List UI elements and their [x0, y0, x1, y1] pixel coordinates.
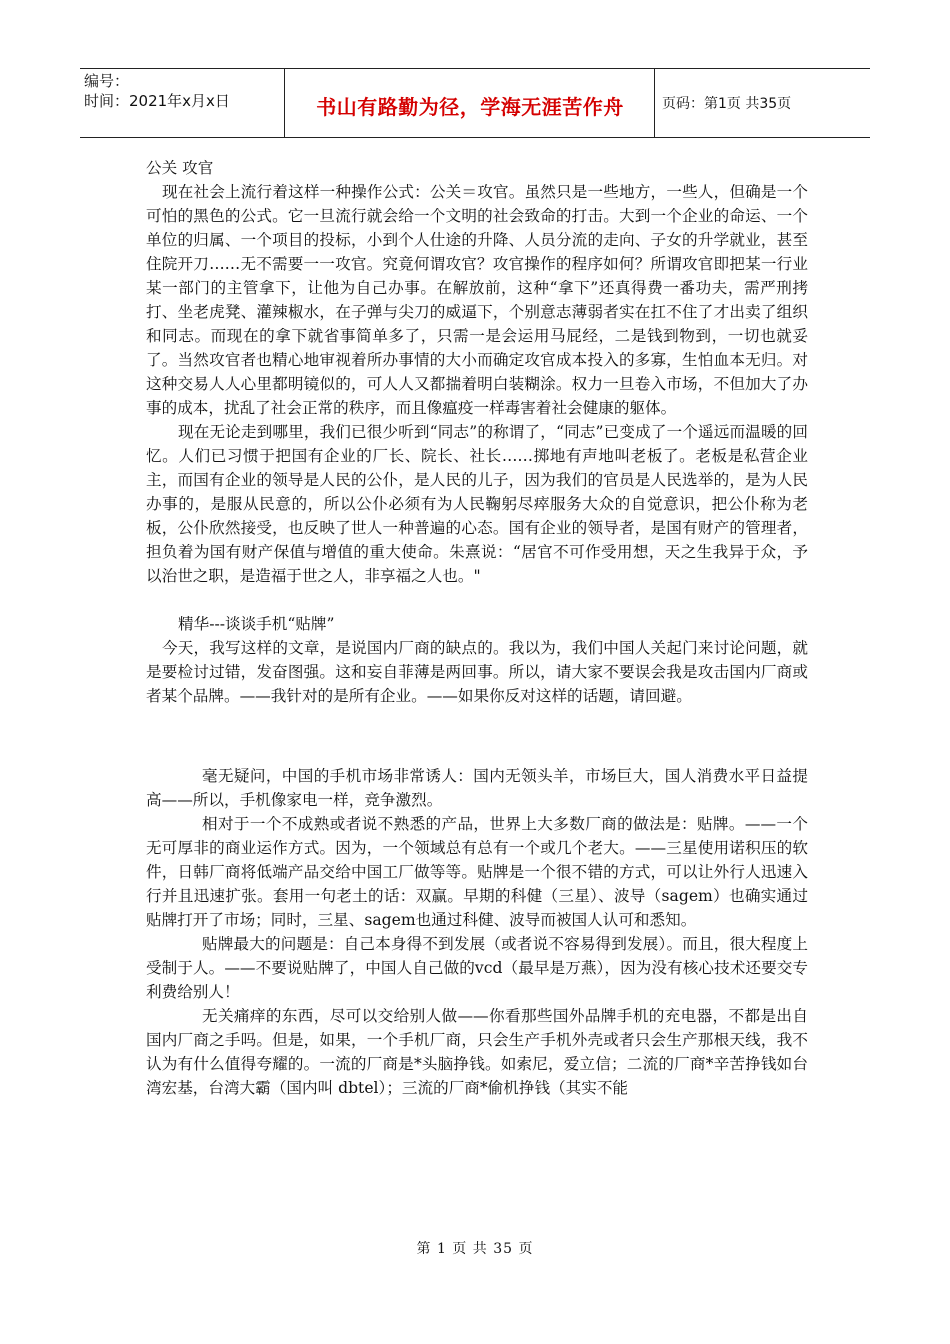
page-footer: 第 1 页 共 35 页	[416, 1241, 534, 1257]
header-divider-left	[284, 69, 285, 137]
paragraph: 现在无论走到哪里，我们已很少听到“同志”的称谓了，“同志”已变成了一个遥远而温暖的回忆。人们已习惯于把国有企业的厂长、院长、社长……掷地有声地叫老板了。老板是私营企业主，而国有企业的领导是人民的公仆，是人民的儿子，因为我们的官员是人民选举的，是为人民办事的，是服从民意的，所以公仆必须有为人民鞠躬尽瘁服务大众的自觉意识，把公仆称为老板，公仆欣然接受，也反映了世人一种普遍的心态。国有企业的领导者，是国有财产的管理者，担负着为国有财产保值与增值的重大使命。朱熹说：“居官不可作受用想，天之生我异于众，予以治世之职，是造福于世之人，非享福之人也。"	[146, 423, 808, 585]
paragraph: 相对于一个不成熟或者说不熟悉的产品，世界上大多数厂商的做法是：贴牌。——一个无可厚非的商业运作方式。因为，一个领域总有总有一个或几个老大。——三星使用诺积压的软件，日韩厂商将低端产品交给中国工厂做等等。贴牌是一个很不错的方式，可以让外行人迅速入行并且迅速扩张。套用一句老土的话：双赢。早期的科健（三星）、波导（sagem）也确实通过贴牌打开了市场；同时，三星、sagem也通过科健、波导而被国人认可和悉知。	[146, 815, 808, 929]
paragraph: 现在社会上流行着这样一种操作公式：公关＝攻官。虽然只是一些地方，一些人，但确是一个可怕的黑色的公式。它一旦流行就会给一个文明的社会致命的打击。大到一个企业的命运、一个单位的归属、一个项目的投标，小到个人仕途的升降、人员分流的走向、子女的升学就业，甚至住院开刀……无不需要一一攻官。究竟何谓攻官？攻官操作的程序如何？所谓攻官即把某一行业某一部门的主管拿下，让他为自己办事。在解放前，这种“拿下”还真得费一番功夫，需严刑拷打、坐老虎凳、灌辣椒水，在子弹与尖刀的威逼下，个别意志薄弱者实在扛不住了才出卖了组织和同志。而现在的拿下就省事简单多了，只需一是会运用马屁经，二是钱到物到，一切也就妥了。当然攻官者也精心地审视着所办事情的大小而确定攻官成本投入的多寡，生怕血本无归。对这种交易人人心里都明镜似的，可人人又都揣着明白装糊涂。权力一旦卷入市场，不但加大了办事的成本，扰乱了社会正常的秩序，而且像瘟疫一样毒害着社会健康的躯体。	[146, 183, 808, 417]
document-date-label: 时间：2021年x月x日	[84, 92, 230, 110]
paragraph: 无关痛痒的东西，尽可以交给别人做——你看那些国外品牌手机的充电器，不都是出自国内厂商之手吗。但是，如果，一个手机厂商，只会生产手机外壳或者只会生产那根天线，我不认为有什么值得夸耀的。一流的厂商是*头脑挣钱。如索尼，爱立信；二流的厂商*辛苦挣钱如台湾宏基，台湾大霸（国内叫 dbtel）；三流的厂商*偷机挣钱（其实不能	[146, 1007, 808, 1097]
header-page-info: 页码：第1页 共35页	[662, 96, 792, 112]
document-body	[146, 156, 808, 1100]
spacer	[146, 588, 808, 612]
paragraph: 今天，我写这样的文章，是说国内厂商的缺点的。我以为，我们中国人关起门来讨论问题，就是要检讨过错，发奋图强。这和妄自菲薄是两回事。所以，请大家不要误会我是攻击国内厂商或者某个品牌。——我针对的是所有企业。——如果你反对这样的话题，请回避。	[146, 639, 808, 705]
header-meta	[84, 71, 284, 111]
document-number-label: 编号：	[84, 72, 130, 90]
paragraph: 贴牌最大的问题是：自己本身得不到发展（或者说不容易得到发展）。而且，很大程度上受制于人。——不要说贴牌了，中国人自己做的vcd（最早是万燕），因为没有核心技术还要交专利费给别人！	[146, 935, 808, 1001]
page-header	[80, 68, 870, 138]
header-divider-right	[654, 69, 655, 137]
paragraph: 毫无疑问，中国的手机市场非常诱人：国内无领头羊，市场巨大，国人消费水平日益提高——所以，手机像家电一样，竞争激烈。	[146, 767, 808, 809]
header-motto: 书山有路勤为径，学海无涯苦作舟	[316, 95, 624, 119]
spacer	[146, 708, 808, 764]
article-title: 公关 攻官	[146, 159, 214, 177]
article-title: 精华---谈谈手机“贴牌”	[178, 615, 335, 633]
